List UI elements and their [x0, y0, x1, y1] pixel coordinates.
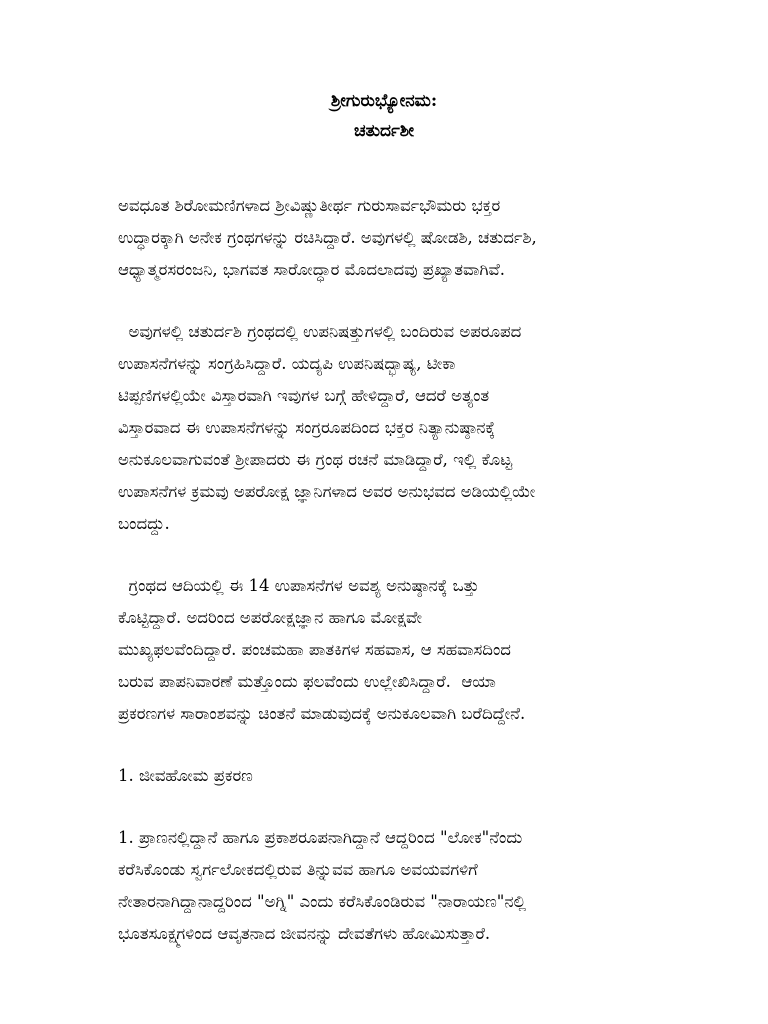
- spacer: [118, 286, 650, 316]
- paragraph-line: ಅವಧೂತ ಶಿರೋಮಣಿಗಳಾದ ಶ್ರೀವಿಷ್ಣುತೀರ್ಥ ಗುರುಸಾರ್ವಭೌಮರು ಭಕ್ತರ: [118, 196, 501, 215]
- paragraph-jivahoma: [118, 822, 650, 950]
- paragraph-line: ಉಪಾಸನೆಗಳನ್ನು ಸಂಗ್ರಹಿಸಿದ್ದಾರೆ. ಯದ್ಯಪಿ ಉಪನಿಷದ್ಭಾಷ್ಯ, ಟೀಕಾ: [118, 354, 456, 373]
- paragraph-line: ಗ್ರಂಥದ ಆದಿಯಲ್ಲಿ ಈ 14 ಉಪಾಸನೆಗಳ ಅವಶ್ಯ ಅನುಷ್ಠಾನಕ್ಕೆ ಒತ್ತು: [118, 576, 480, 595]
- spacer: [118, 792, 650, 822]
- spacer: [118, 730, 650, 760]
- paragraph-phala: [118, 570, 650, 730]
- paragraph-line: ಕೊಟ್ಟಿದ್ದಾರೆ. ಅದರಿಂದ ಅಪರೋಕ್ಷಜ್ಞಾನ ಹಾಗೂ ಮೋಕ್ಷವೇ: [118, 608, 423, 627]
- paragraph-line: ಆಧ್ಯಾತ್ಮರಸರಂಜನಿ, ಭಾಗವತ ಸಾರೋದ್ಧಾರ ಮೊದಲಾದವು ಪ್ರಖ್ಯಾತವಾಗಿವೆ.: [118, 260, 505, 279]
- invocation-line: ಶ್ರೀಗುರುಭ್ಯೋನಮ:: [330, 91, 438, 111]
- spacer: [118, 146, 650, 190]
- paragraph-line: ನೇತಾರನಾಗಿದ್ದಾನಾದ್ದರಿಂದ "ಅಗ್ನಿ" ಎಂದು ಕರೆಸಿಕೊಂಡಿರುವ "ನಾರಾಯಣ"ನಲ್ಲಿ: [118, 892, 527, 911]
- spacer: [118, 540, 650, 570]
- paragraph-line: ವಿಸ್ತಾರವಾದ ಈ ಉಪಾಸನೆಗಳನ್ನು ಸಂಗ್ರರೂಪದಿಂದ ಭಕ್ತರ ನಿತ್ಯಾನುಷ್ಠಾನಕ್ಕೆ: [118, 418, 496, 437]
- paragraph-line: ಉದ್ಧಾರಕ್ಕಾಗಿ ಅನೇಕ ಗ್ರಂಥಗಳನ್ನು ರಚಿಸಿದ್ದಾರೆ. ಅವುಗಳಲ್ಲಿ ಷೋಡಶಿ, ಚತುರ್ದಶಿ,: [118, 228, 537, 247]
- paragraph-line: ಕರೆಸಿಕೊಂಡು ಸ್ವರ್ಗಲೋಕದಲ್ಲಿರುವ ತಿನ್ನುವವ ಹಾಗೂ ಅವಯವಗಳಿಗೆ: [118, 860, 478, 879]
- paragraph-line: ಬಂದದ್ದು.: [118, 514, 170, 533]
- paragraph-line: ಉಪಾಸನೆಗಳ ಕ್ರಮವು ಅಪರೋಕ್ಷ ಜ್ಞಾನಿಗಳಾದ ಅವರ ಅನುಭವದ ಅಡಿಯಲ್ಲಿಯೇ: [118, 482, 536, 501]
- paragraph-line: ಪ್ರಕರಣಗಳ ಸಾರಾಂಶವನ್ನು ಚಿಂತನೆ ಮಾಡುವುದಕ್ಕೆ ಅನುಕೂಲವಾಗಿ ಬರೆದಿದ್ದೇನೆ.: [118, 704, 526, 723]
- paragraph-upasana: [118, 316, 650, 540]
- document-heading: [118, 86, 650, 146]
- paragraph-line: ಅವುಗಳಲ್ಲಿ ಚತುರ್ದಶಿ ಗ್ರಂಥದಲ್ಲಿ ಉಪನಿಷತ್ತುಗಳಲ್ಲಿ ಬಂದಿರುವ ಅಪರೂಪದ: [118, 322, 522, 341]
- section-title: 1. ಜೀವಹೋಮ ಪ್ರಕರಣ: [118, 766, 253, 785]
- paragraph-intro: [118, 190, 650, 286]
- paragraph-line: 1. ಪ್ರಾಣನಲ್ಲಿದ್ದಾನೆ ಹಾಗೂ ಪ್ರಕಾಶರೂಪನಾಗಿದ್ದಾನೆ ಆದ್ದರಿಂದ "ಲೋಕ"ನೆಂದು: [118, 828, 523, 847]
- paragraph-line: ಭೂತಸೂಕ್ಷ್ಮಗಳಿಂದ ಆವೃತನಾದ ಜೀವನನ್ನು ದೇವತೆಗಳು ಹೋಮಿಸುತ್ತಾರೆ.: [118, 924, 491, 943]
- document-title: ಚತುರ್ದಶೀ: [353, 121, 415, 141]
- paragraph-line: ಮುಖ್ಯಫಲವೆಂದಿದ್ದಾರೆ. ಪಂಚಮಹಾ ಪಾತಕಿಗಳ ಸಹವಾಸ, ಆ ಸಹವಾಸದಿಂದ: [118, 640, 511, 659]
- paragraph-line: ಬರುವ ಪಾಪನಿವಾರಣೆ ಮತ್ತೊಂದು ಫಲವೆಂದು ಉಲ್ಲೇಖಿಸಿದ್ದಾರೆ. ಆಯಾ: [118, 672, 496, 691]
- paragraph-line: ಟಿಪ್ಪಣಿಗಳಲ್ಲಿಯೇ ವಿಸ್ತಾರವಾಗಿ ಇವುಗಳ ಬಗ್ಗೆ ಹೇಳಿದ್ದಾರೆ, ಆದರೆ ಅತ್ಯಂತ: [118, 386, 490, 405]
- paragraph-line: ಅನುಕೂಲವಾಗುವಂತೆ ಶ್ರೀಪಾದರು ಈ ಗ್ರಂಥ ರಚನೆ ಮಾಡಿದ್ದಾರೆ, ಇಲ್ಲಿ ಕೊಟ್ಟ: [118, 450, 513, 469]
